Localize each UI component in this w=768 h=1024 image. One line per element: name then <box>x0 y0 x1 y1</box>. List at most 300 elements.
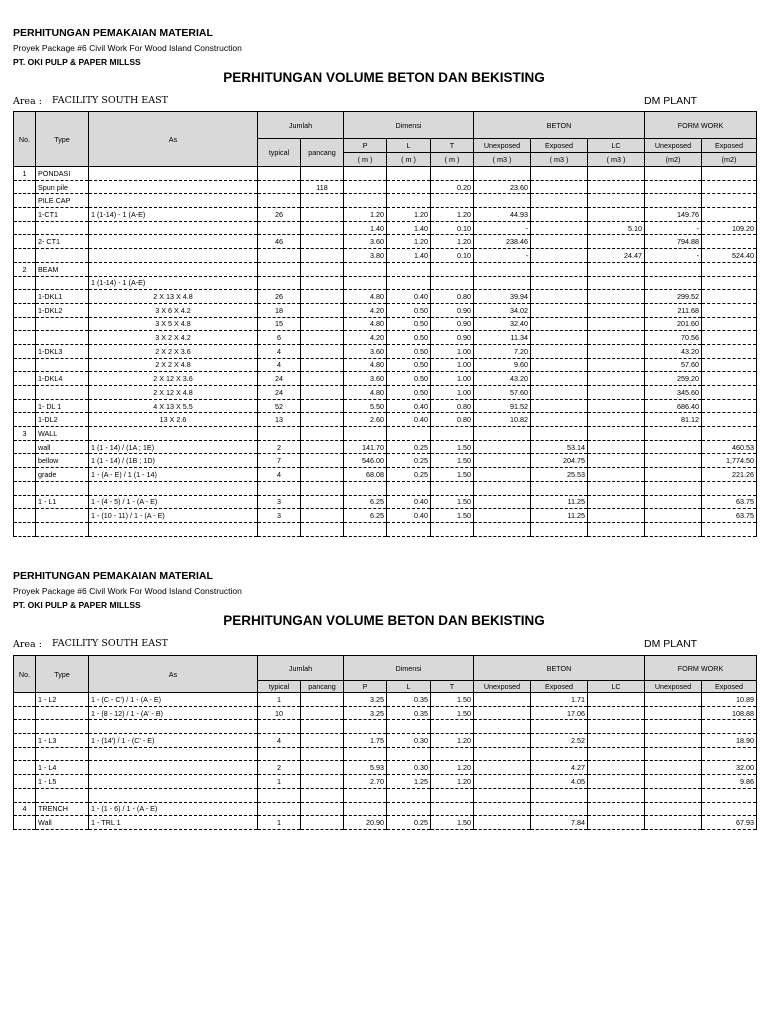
table-cell: 1.20 <box>387 235 431 249</box>
table-cell <box>645 440 702 454</box>
unit-p: ( m ) <box>344 153 387 167</box>
table-cell <box>474 262 531 276</box>
table-cell <box>474 495 531 509</box>
table-cell <box>387 276 431 290</box>
table-cell: 1 - L3 <box>36 734 89 748</box>
table-cell: 345.60 <box>645 386 702 400</box>
table-cell <box>588 454 645 468</box>
table-row <box>14 761 757 775</box>
table-cell <box>431 167 474 181</box>
table-cell <box>36 317 89 331</box>
header-project: Proyek Package #6 Civil Work For Wood Island Construction <box>13 43 242 53</box>
table-cell: 1.00 <box>431 344 474 358</box>
table-cell: 1 (1-14) - 1 (A-E) <box>89 208 258 222</box>
table-cell <box>645 734 702 748</box>
table-row <box>14 262 757 276</box>
table-cell <box>702 413 757 427</box>
table-row <box>14 468 757 482</box>
table-cell: 2.60 <box>344 413 387 427</box>
table-cell: 0.30 <box>387 734 431 748</box>
table-cell <box>387 262 431 276</box>
table-cell <box>89 427 258 441</box>
table-cell: 1 - (14') / 1 - (C' - E) <box>89 734 258 748</box>
table-cell: - <box>474 221 531 235</box>
table-row <box>14 167 757 181</box>
header-company-2: PT. OKI PULP & PAPER MILLSS <box>13 600 141 610</box>
table-cell: 0.50 <box>387 331 431 345</box>
table-cell <box>474 720 531 734</box>
table-cell <box>431 276 474 290</box>
table-cell <box>301 706 344 720</box>
table-cell <box>344 276 387 290</box>
table-cell: 17.06 <box>531 706 588 720</box>
table-cell: 3.60 <box>344 344 387 358</box>
table-cell <box>344 167 387 181</box>
table-cell <box>474 522 531 536</box>
table-cell <box>588 344 645 358</box>
table-cell: 108.88 <box>702 706 757 720</box>
unit-t: ( m ) <box>431 153 474 167</box>
col-t: T <box>431 139 474 153</box>
table-cell <box>14 706 36 720</box>
table-cell <box>258 276 301 290</box>
table-cell: 1-CT1 <box>36 208 89 222</box>
table-cell <box>431 522 474 536</box>
table-cell <box>344 481 387 495</box>
table-cell: 1 - (10 - 11) / 1 - (A - E) <box>89 509 258 523</box>
table-cell <box>14 249 36 263</box>
table-cell: 1.71 <box>531 693 588 707</box>
table-cell: 4 <box>258 468 301 482</box>
table-cell: 4 X 13 X 5.5 <box>89 399 258 413</box>
table-cell <box>14 413 36 427</box>
table-cell <box>702 208 757 222</box>
table-cell: 0.35 <box>387 706 431 720</box>
table-cell <box>588 262 645 276</box>
table-cell <box>702 303 757 317</box>
table-cell: 0.50 <box>387 386 431 400</box>
table-cell <box>301 802 344 816</box>
table-cell <box>531 194 588 208</box>
unit-fw-exposed: (m2) <box>702 153 757 167</box>
table-cell: 1.50 <box>431 440 474 454</box>
table-cell <box>588 509 645 523</box>
table-cell: 3 X 2 X 4.2 <box>89 331 258 345</box>
table-cell: 1-DKL2 <box>36 303 89 317</box>
table-cell: - <box>474 249 531 263</box>
table-cell <box>258 788 301 802</box>
table-cell: 1.50 <box>431 454 474 468</box>
table-cell <box>301 481 344 495</box>
table-cell: 259.20 <box>645 372 702 386</box>
table-cell: 1.50 <box>431 509 474 523</box>
table-cell <box>588 235 645 249</box>
table-cell: 524.40 <box>702 249 757 263</box>
table-cell: 7.84 <box>531 816 588 830</box>
table-cell <box>36 481 89 495</box>
table-cell: 3 <box>258 495 301 509</box>
table-cell <box>702 386 757 400</box>
table-cell <box>301 331 344 345</box>
table-cell <box>588 816 645 830</box>
unit-beton-exposed: ( m3 ) <box>531 153 588 167</box>
col-lc-2: LC <box>588 681 645 693</box>
table-cell: 2 X 2 X 3.6 <box>89 344 258 358</box>
page-title: PERHITUNGAN VOLUME BETON DAN BEKISTING <box>223 70 545 85</box>
table-cell <box>36 386 89 400</box>
table-cell <box>645 693 702 707</box>
col-fw-unexposed: Unexposed <box>645 139 702 153</box>
table-cell: 4 <box>14 802 36 816</box>
volume-table-2 <box>13 655 757 830</box>
table-cell: 11.34 <box>474 331 531 345</box>
table-cell <box>588 775 645 789</box>
table-cell <box>645 816 702 830</box>
table-cell <box>474 167 531 181</box>
table-cell <box>645 509 702 523</box>
table-cell: 0.50 <box>387 303 431 317</box>
table-cell <box>645 180 702 194</box>
table-cell <box>588 468 645 482</box>
table-cell: 1.50 <box>431 816 474 830</box>
area-value-2: FACILITY SOUTH EAST <box>52 638 168 649</box>
table-cell: 23.60 <box>474 180 531 194</box>
table-cell <box>645 481 702 495</box>
table-cell: 46 <box>258 235 301 249</box>
table-cell: 26 <box>258 290 301 304</box>
table-cell: 1 - L4 <box>36 761 89 775</box>
col-no: No. <box>14 112 36 167</box>
table-cell: 91.52 <box>474 399 531 413</box>
table-cell: 24 <box>258 372 301 386</box>
table-cell <box>258 249 301 263</box>
table-cell <box>645 468 702 482</box>
table-cell <box>36 788 89 802</box>
table-cell: 1.75 <box>344 734 387 748</box>
table-cell <box>344 427 387 441</box>
table-cell <box>301 747 344 761</box>
table-cell: 32.40 <box>474 317 531 331</box>
table-cell: Spun pile <box>36 180 89 194</box>
table-cell: 1.00 <box>431 386 474 400</box>
table-cell <box>14 208 36 222</box>
table-cell: 4 <box>258 358 301 372</box>
table-cell <box>702 399 757 413</box>
table-cell <box>474 509 531 523</box>
table-row <box>14 706 757 720</box>
table-cell <box>14 454 36 468</box>
table-cell: 1-DKL1 <box>36 290 89 304</box>
table-cell <box>588 788 645 802</box>
table-cell: 10.82 <box>474 413 531 427</box>
table-cell <box>14 440 36 454</box>
table-cell <box>36 747 89 761</box>
table-cell <box>588 399 645 413</box>
col-beton-2: BETON <box>474 656 645 681</box>
table-cell <box>588 208 645 222</box>
table-cell: 53.14 <box>531 440 588 454</box>
table-cell <box>14 747 36 761</box>
table-cell: 1 - L5 <box>36 775 89 789</box>
volume-table-body-2 <box>14 693 757 830</box>
table-cell <box>301 734 344 748</box>
table-cell: 0.40 <box>387 399 431 413</box>
table-cell <box>645 262 702 276</box>
table-cell <box>531 720 588 734</box>
table-cell <box>36 720 89 734</box>
table-cell <box>588 481 645 495</box>
volume-table <box>13 111 757 537</box>
table-cell <box>301 303 344 317</box>
table-cell <box>588 167 645 181</box>
table-cell <box>344 180 387 194</box>
table-cell <box>474 788 531 802</box>
table-cell <box>645 427 702 441</box>
table-cell <box>531 481 588 495</box>
table-cell: 26 <box>258 208 301 222</box>
table-cell: BEAM <box>36 262 89 276</box>
table-row <box>14 399 757 413</box>
table-cell <box>474 276 531 290</box>
table-cell <box>258 221 301 235</box>
table-cell <box>431 802 474 816</box>
table-cell <box>645 788 702 802</box>
table-cell <box>89 522 258 536</box>
table-cell: 25.53 <box>531 468 588 482</box>
table-cell <box>702 180 757 194</box>
table-cell <box>588 317 645 331</box>
table-cell <box>14 235 36 249</box>
table-cell <box>14 481 36 495</box>
table-cell: 1.20 <box>431 235 474 249</box>
table-cell: 70.56 <box>645 331 702 345</box>
header-title-2: PERHITUNGAN PEMAKAIAN MATERIAL <box>13 570 213 582</box>
table-cell: 0.90 <box>431 303 474 317</box>
table-cell: 3.25 <box>344 693 387 707</box>
table-cell <box>301 468 344 482</box>
table-cell: 1 - (1 - 6) / 1 - (A - E) <box>89 802 258 816</box>
table-cell <box>344 720 387 734</box>
table-cell <box>474 706 531 720</box>
table-cell <box>14 693 36 707</box>
table-cell <box>702 194 757 208</box>
table-cell <box>531 276 588 290</box>
table-cell: 81.12 <box>645 413 702 427</box>
table-cell: 1-DKL3 <box>36 344 89 358</box>
table-cell <box>89 481 258 495</box>
table-row <box>14 331 757 345</box>
table-cell <box>14 816 36 830</box>
table-cell: 1.20 <box>387 208 431 222</box>
table-cell <box>588 427 645 441</box>
table-cell <box>14 290 36 304</box>
table-cell: 546.00 <box>344 454 387 468</box>
table-cell <box>258 427 301 441</box>
col-as: As <box>89 112 258 167</box>
table-cell <box>702 331 757 345</box>
table-cell: 201.60 <box>645 317 702 331</box>
table-cell: 2 <box>258 440 301 454</box>
table-cell: 0.50 <box>387 372 431 386</box>
area-value: FACILITY SOUTH EAST <box>52 95 168 106</box>
table-cell <box>387 788 431 802</box>
area-label-2: Area : <box>13 639 42 650</box>
table-cell <box>645 522 702 536</box>
table-row <box>14 413 757 427</box>
table-cell: 4.80 <box>344 386 387 400</box>
table-row <box>14 802 757 816</box>
table-cell <box>301 386 344 400</box>
table-cell <box>387 194 431 208</box>
table-cell <box>301 399 344 413</box>
table-cell: 1 - (4 - 5) / 1 - (A - E) <box>89 495 258 509</box>
table-cell <box>474 747 531 761</box>
table-cell <box>14 317 36 331</box>
col-jumlah: Jumlah <box>258 112 344 139</box>
unit-beton-unexposed: ( m3 ) <box>474 153 531 167</box>
table-cell <box>14 495 36 509</box>
table-cell: 0.40 <box>387 509 431 523</box>
table-cell: 1 (1 - 14) / (1B ; 1D) <box>89 454 258 468</box>
table-cell <box>258 522 301 536</box>
table-cell <box>588 495 645 509</box>
table-cell <box>588 331 645 345</box>
table-cell: 18.90 <box>702 734 757 748</box>
col-fw-unexposed-2: Unexposed <box>645 681 702 693</box>
col-beton-unexposed: Unexposed <box>474 139 531 153</box>
table-cell: PONDASI <box>36 167 89 181</box>
table-cell <box>431 788 474 802</box>
table-cell <box>301 816 344 830</box>
table-cell <box>14 734 36 748</box>
table-cell: 109.20 <box>702 221 757 235</box>
table-cell: 0.50 <box>387 344 431 358</box>
table-cell <box>14 358 36 372</box>
table-cell: 3 <box>14 427 36 441</box>
table-cell <box>14 331 36 345</box>
table-cell: 10 <box>258 706 301 720</box>
table-cell <box>645 775 702 789</box>
table-cell <box>702 481 757 495</box>
table-cell <box>89 775 258 789</box>
table-cell: 4.80 <box>344 317 387 331</box>
table-cell <box>431 747 474 761</box>
table-cell <box>431 427 474 441</box>
table-cell: - <box>645 221 702 235</box>
table-cell: 0.25 <box>387 454 431 468</box>
table-cell <box>531 747 588 761</box>
table-row <box>14 290 757 304</box>
table-cell <box>531 399 588 413</box>
area-label: Area : <box>13 96 42 107</box>
table-cell: 57.60 <box>645 358 702 372</box>
table-cell <box>301 249 344 263</box>
table-cell <box>89 194 258 208</box>
table-cell: 43.20 <box>645 344 702 358</box>
table-cell <box>301 344 344 358</box>
table-cell: grade <box>36 468 89 482</box>
table-cell <box>387 747 431 761</box>
table-cell <box>702 167 757 181</box>
table-cell <box>531 317 588 331</box>
table-cell <box>344 262 387 276</box>
table-cell <box>258 180 301 194</box>
table-cell: 4.27 <box>531 761 588 775</box>
table-cell: 0.80 <box>431 399 474 413</box>
col-formwork: FORM WORK <box>645 112 757 139</box>
table-cell <box>89 249 258 263</box>
table-cell <box>588 693 645 707</box>
table-cell <box>645 167 702 181</box>
table-cell <box>89 720 258 734</box>
table-cell <box>301 720 344 734</box>
table-cell <box>588 720 645 734</box>
table-cell: 1.00 <box>431 358 474 372</box>
table-cell: 52 <box>258 399 301 413</box>
table-cell <box>301 290 344 304</box>
table-cell: 460.53 <box>702 440 757 454</box>
table-cell <box>36 331 89 345</box>
unit-fw-unexposed: (m2) <box>645 153 702 167</box>
table-cell: 1.20 <box>344 208 387 222</box>
table-cell: 3 X 5 X 4.8 <box>89 317 258 331</box>
table-cell: 39.94 <box>474 290 531 304</box>
table-cell <box>702 262 757 276</box>
table-cell <box>258 167 301 181</box>
table-cell: 13 <box>258 413 301 427</box>
table-cell: 4 <box>258 734 301 748</box>
table-cell <box>645 720 702 734</box>
col-lc: LC <box>588 139 645 153</box>
table-cell: 3.60 <box>344 372 387 386</box>
plant-label: DM PLANT <box>644 95 698 107</box>
table-cell <box>531 262 588 276</box>
table-cell: 5.10 <box>588 221 645 235</box>
table-cell <box>588 194 645 208</box>
table-cell: 299.52 <box>645 290 702 304</box>
table-cell <box>301 495 344 509</box>
table-cell <box>702 358 757 372</box>
table-cell: 1.20 <box>431 775 474 789</box>
table-cell: 0.35 <box>387 693 431 707</box>
table-cell: 0.40 <box>387 413 431 427</box>
table-cell: 5.93 <box>344 761 387 775</box>
table-row <box>14 522 757 536</box>
table-cell <box>301 788 344 802</box>
table-cell <box>431 262 474 276</box>
table-row <box>14 734 757 748</box>
table-cell: 4.80 <box>344 358 387 372</box>
header-project-2: Proyek Package #6 Civil Work For Wood Island Construction <box>13 586 242 596</box>
table-cell <box>14 775 36 789</box>
table-cell <box>89 180 258 194</box>
table-cell <box>14 509 36 523</box>
table-cell: 1 - (A - E) / 1 (1 - 14) <box>89 468 258 482</box>
plant-label-2: DM PLANT <box>644 638 698 650</box>
table-cell: WALL <box>36 427 89 441</box>
table-cell: 6 <box>258 331 301 345</box>
table-cell <box>89 235 258 249</box>
table-cell <box>702 522 757 536</box>
col-jumlah-2: Jumlah <box>258 656 344 681</box>
table-cell <box>258 262 301 276</box>
table-cell <box>89 761 258 775</box>
table-cell: 2.52 <box>531 734 588 748</box>
table-cell: wall <box>36 440 89 454</box>
col-p-2: P <box>344 681 387 693</box>
table-cell: 221.26 <box>702 468 757 482</box>
table-cell <box>702 290 757 304</box>
